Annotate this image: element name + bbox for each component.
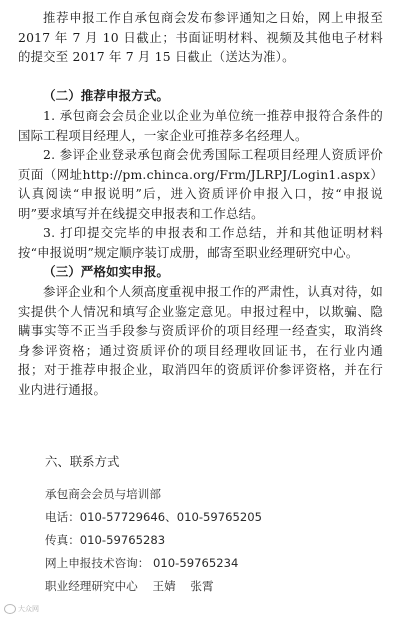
- watermark-text: 大众网: [18, 605, 39, 613]
- heading-submission-method: （二）推荐申报方式。: [43, 88, 169, 103]
- intro-paragraph: 推荐申报工作自承包商会发布参评通知之日始，网上申报至 2017 年 7 月 10 日截止；书面证明材料、视频及其他电子材料的提交至 2017 年 7 月 15 日截止（送达为准）。: [18, 10, 383, 64]
- item-2-paragraph: 2. 参评企业登录承包商会优秀国际工程项目经理人资质评价页面（网址http://pm.chinca.org/Frm/JLRPJ/Login1.aspx）认真阅读“申报说明”后，进入资质评价申报入口，按“申报说明”要求填写并在线提交申报表和工作总结。: [18, 147, 383, 221]
- contact-phone: 电话：010-57729646、010-59765205: [45, 510, 263, 524]
- contact-tech-support: 网上申报技术咨询： 010-59765234: [45, 556, 239, 570]
- heading-truthful-submission: （三）严格如实申报。: [43, 264, 169, 279]
- section-contact-title: 六、联系方式: [45, 454, 120, 469]
- item-1-paragraph: 1. 承包商会会员企业以企业为单位统一推荐申报符合条件的国际工程项目经理人，一家企业可推荐多名经理人。: [18, 108, 383, 143]
- item-3-paragraph: 3. 打印提交完毕的申报表和工作总结，并和其他证明材料按“申报说明”规定顺序装订成册，邮寄至职业经理研究中心。: [18, 225, 383, 260]
- watermark: [4, 604, 39, 614]
- watermark-logo-icon: [4, 604, 16, 614]
- contact-department: 承包商会会员与培训部: [45, 487, 161, 501]
- contact-research-center: 职业经理研究中心 王婧 张霄: [45, 579, 214, 593]
- strict-paragraph: 参评企业和个人须高度重视申报工作的严肃性，认真对待，如实提供个人情况和填写企业鉴定意见。申报过程中，以欺骗、隐瞒事实等不正当手段参与资质评价的项目经理一经查实，取消终身参评资格；通过资质评价的项目经理收回证书，在行业内通报；对于推荐申报企业，取消四年的资质评价参评资格，并在行业内进行通报。: [18, 284, 383, 397]
- contact-fax: 传真：010-59765283: [45, 533, 166, 547]
